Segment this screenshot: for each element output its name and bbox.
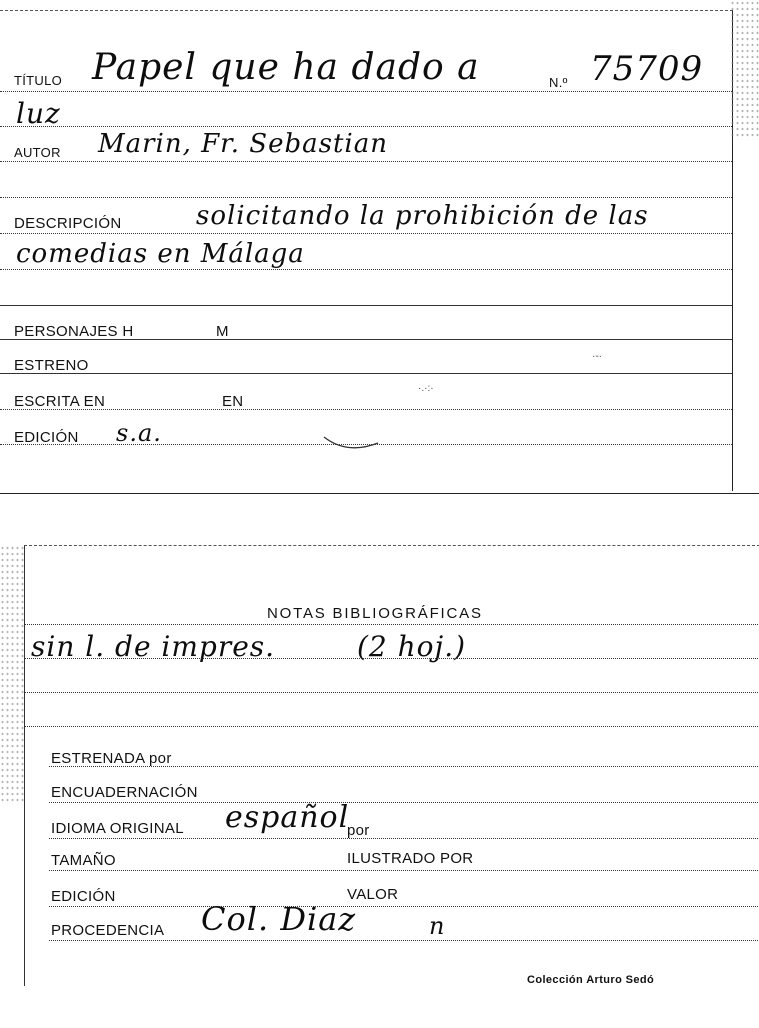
titulo-label: TÍTULO: [14, 73, 63, 88]
rule-notas-2: [25, 692, 759, 693]
rule-separator: [0, 305, 732, 306]
tamano-label: TAMAÑO: [51, 852, 116, 869]
escrita-label: ESCRITA EN: [14, 393, 106, 410]
rule-estreno: [0, 373, 732, 374]
ink-mark: [322, 429, 382, 453]
notas-value: sin l. de impres.: [31, 630, 276, 663]
estrenada-por-text: por: [149, 750, 172, 767]
numero-label: N.º: [549, 75, 568, 90]
rule-estrenada: [49, 766, 759, 767]
notas-extra-value: (2 hoj.): [357, 630, 467, 663]
encuadernacion-label: ENCUADERNACIÓN: [51, 784, 198, 801]
rule-autor: [0, 161, 732, 162]
procedencia-extra-value: n: [429, 912, 446, 940]
procedencia-label: PROCEDENCIA: [51, 922, 165, 939]
rule-descripcion-cont: [0, 269, 732, 270]
procedencia-value: Col. Diaz: [201, 900, 357, 938]
escrita-en-label: EN: [222, 393, 244, 410]
rule-notas-3: [25, 726, 759, 727]
rule-escrita: [0, 409, 732, 410]
paper-texture: [0, 545, 24, 805]
estrenada-label: [51, 750, 172, 767]
edicion-back-label: EDICIÓN: [51, 888, 116, 905]
titulo-cont-value: luz: [16, 97, 61, 130]
idioma-por-label: por: [347, 822, 370, 839]
rule-descripcion: [0, 233, 732, 234]
rule-idioma: [49, 838, 759, 839]
estrenada-text: ESTRENADA: [51, 750, 145, 767]
numero-value: 75709: [590, 49, 704, 89]
descripcion-cont-value: comedias en Málaga: [16, 239, 305, 269]
idioma-label: IDIOMA ORIGINAL: [51, 820, 184, 837]
ink-speck: ·.·:·: [418, 383, 434, 394]
rule-tamano: [49, 870, 759, 871]
rule-blank: [0, 197, 732, 198]
estreno-label: ESTRENO: [14, 357, 89, 374]
rule-encuadernacion: [49, 802, 759, 803]
paper-texture: [730, 0, 759, 140]
descripcion-label: DESCRIPCIÓN: [14, 215, 122, 232]
titulo-value: Papel que ha dado a: [92, 47, 480, 88]
catalog-card-back: [24, 545, 759, 986]
idioma-value: español: [225, 800, 350, 835]
personajes-m-label: M: [216, 323, 229, 340]
rule-procedencia: [49, 940, 759, 941]
ilustrado-label: ILUSTRADO POR: [347, 850, 474, 867]
rule-notas: [25, 624, 759, 625]
valor-label: VALOR: [347, 886, 399, 903]
rule-titulo-cont: [0, 126, 732, 127]
edicion-value: s.a.: [116, 419, 162, 447]
ink-speck: ·‐·: [592, 351, 602, 362]
notas-heading: NOTAS BIBLIOGRÁFICAS: [267, 605, 483, 622]
coleccion-label: Colección Arturo Sedó: [527, 974, 655, 986]
autor-label: AUTOR: [14, 145, 61, 160]
rule-notas-1: [25, 658, 759, 659]
autor-value: Marin, Fr. Sebastian: [98, 129, 388, 159]
rule-edicion-back: [49, 906, 759, 907]
descripcion-value: solicitando la prohibición de las: [196, 201, 649, 231]
rule-titulo: [0, 91, 732, 92]
edicion-label: EDICIÓN: [14, 429, 79, 446]
personajes-label: PERSONAJES H: [14, 323, 134, 340]
catalog-card-front: [0, 10, 733, 491]
